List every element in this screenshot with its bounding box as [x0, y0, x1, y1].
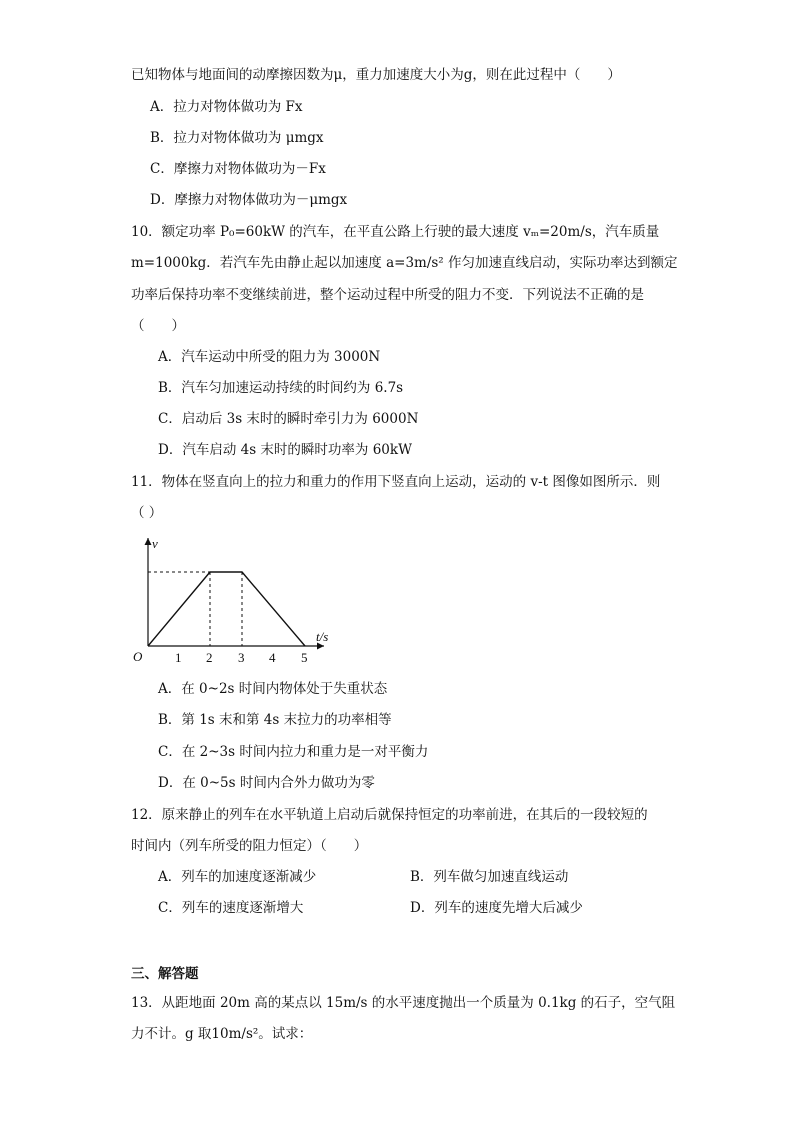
q13-stem-line-1: 13．从距地面 20m 高的某点以 15m/s 的水平速度抛出一个质量为 0.1kg 的石子，空气阻 — [131, 995, 676, 1011]
q10-stem-line-3: 功率后保持功率不变继续前进，整个运动过程中所受的阻力不变．下列说法不正确的是 — [131, 287, 644, 303]
q10-option-a: A．汽车运动中所受的阻力为 3000N — [158, 349, 381, 365]
q9-option-d: D．摩擦力对物体做功为－μmgx — [150, 192, 348, 208]
q10-option-b: B．汽车匀加速运动持续的时间约为 6.7s — [158, 380, 404, 396]
q10-stem-line-1: 10．额定功率 P₀=60kW 的汽车，在平直公路上行驶的最大速度 vₘ=20m/s，汽车质量 — [131, 224, 660, 240]
q12-option-a: A．列车的加速度逐渐减少 — [158, 869, 317, 885]
y-axis-arrow-icon — [145, 538, 152, 545]
q10-option-c: C．启动后 3s 末时的瞬时牵引力为 6000N — [158, 411, 419, 427]
q9-stem: 已知物体与地面间的动摩擦因数为μ，重力加速度大小为g，则在此过程中（ ） — [131, 67, 621, 83]
vt-graph — [130, 530, 330, 670]
q10-stem-line-4: （ ） — [131, 318, 185, 334]
q11-option-c: C．在 2~3s 时间内拉力和重力是一对平衡力 — [158, 744, 429, 760]
tick-label-4: 4 — [269, 650, 276, 665]
tick-label-5: 5 — [301, 650, 308, 665]
tick-label-3: 3 — [238, 650, 245, 665]
q12-stem-line-1: 12．原来静止的列车在水平轨道上启动后就保持恒定的功率前进，在其后的一段较短的 — [131, 807, 648, 823]
q10-option-d: D．汽车启动 4s 末时的瞬时功率为 60kW — [158, 442, 412, 458]
q11-stem-line-2: （ ） — [131, 505, 163, 521]
vt-curve — [148, 572, 305, 646]
tick-label-2: 2 — [206, 650, 213, 665]
q12-option-c: C．列车的速度逐渐增大 — [158, 900, 304, 916]
y-axis-label: v — [152, 536, 158, 551]
x-axis-label: t/s — [316, 629, 329, 644]
q13-stem-line-2: 力不计。g 取10m/s²。试求： — [131, 1026, 313, 1042]
q12-option-d: D．列车的速度先增大后减少 — [410, 900, 583, 916]
q10-stem-line-2: m=1000kg．若汽车先由静止起以加速度 a=3m/s² 作匀加速直线启动，实际功率达到额定 — [131, 255, 678, 271]
q11-option-d: D．在 0~5s 时间内合外力做功为零 — [158, 775, 375, 791]
q11-stem-line-1: 11．物体在竖直向上的拉力和重力的作用下竖直向上运动，运动的 v-t 图像如图所示．则 — [131, 474, 661, 490]
q12-option-b: B．列车做匀加速直线运动 — [410, 869, 569, 885]
q9-option-a: A．拉力对物体做功为 Fx — [150, 99, 303, 115]
q11-option-a: A．在 0~2s 时间内物体处于失重状态 — [158, 681, 388, 697]
tick-label-1: 1 — [175, 650, 182, 665]
q9-option-c: C．摩擦力对物体做功为－Fx — [150, 161, 326, 177]
section-title: 三、解答题 — [131, 966, 199, 982]
q12-stem-line-2: 时间内（列车所受的阻力恒定）（ ） — [131, 838, 368, 854]
q9-option-b: B．拉力对物体做功为 μmgx — [150, 130, 324, 146]
origin-label: O — [133, 649, 143, 664]
q11-option-b: B．第 1s 末和第 4s 末拉力的功率相等 — [158, 712, 392, 728]
